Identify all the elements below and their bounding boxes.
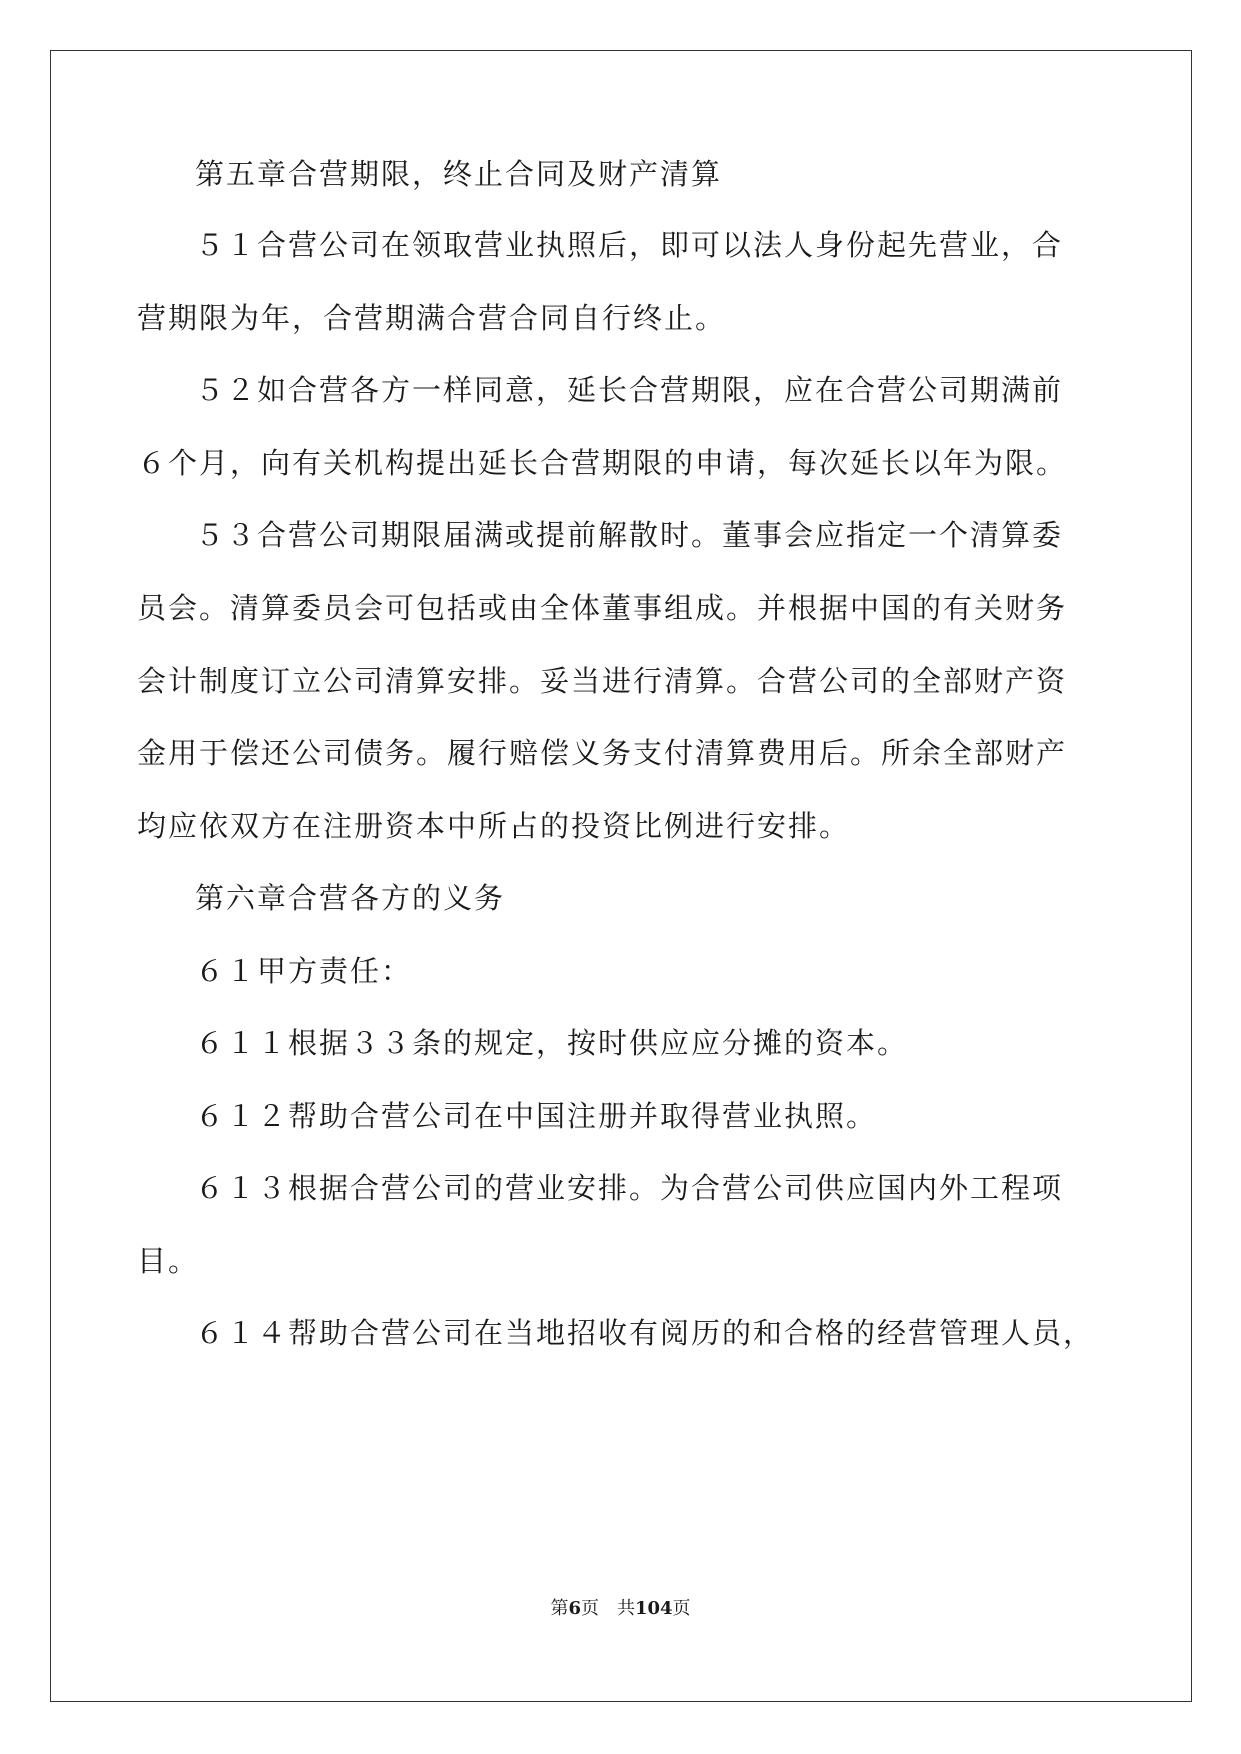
paragraph-line: 目。: [137, 1244, 200, 1278]
chapter-heading: 第六章合营各方的义务: [195, 881, 506, 915]
paragraph-line: ５２如合营各方一样同意，延长合营期限，应在合营公司期满前: [195, 373, 1064, 407]
page-border: [50, 50, 1192, 1702]
footer-total-prefix: 共: [616, 1598, 635, 1619]
page-number: 6: [568, 1598, 581, 1619]
paragraph-line: ６１１根据３３条的规定，按时供应应分摊的资本。: [195, 1026, 909, 1060]
paragraph-line: 金用于偿还公司债务。履行赔偿义务支付清算费用后。所余全部财产: [137, 736, 1068, 770]
total-pages: 104: [634, 1598, 673, 1619]
paragraph-line: ６个月，向有关机构提出延长合营期限的申请，每次延长以年为限。: [137, 446, 1068, 480]
paragraph-line: ６１甲方责任：: [195, 954, 413, 988]
footer-prefix: 第: [550, 1598, 569, 1619]
paragraph-line: ６１３根据合营公司的营业安排。为合营公司供应国内外工程项: [195, 1171, 1064, 1205]
paragraph-line: ６１２帮助合营公司在中国注册并取得营业执照。: [195, 1099, 878, 1133]
paragraph-line: 员会。清算委员会可包括或由全体董事组成。并根据中国的有关财务: [137, 591, 1068, 625]
footer-total-suffix: 页: [672, 1598, 691, 1619]
paragraph-line: 均应依双方在注册资本中所占的投资比例进行安排。: [137, 809, 851, 843]
paragraph-line: ５３合营公司期限届满或提前解散时。董事会应指定一个清算委: [195, 518, 1064, 552]
paragraph-line: ６１４帮助合营公司在当地招收有阅历的和合格的经营管理人员，: [195, 1316, 1095, 1350]
paragraph-line: 营期限为年，合营期满合营合同自行终止。: [137, 301, 727, 335]
chapter-heading: 第五章合营期限，终止合同及财产清算: [195, 157, 723, 191]
paragraph-line: 会计制度订立公司清算安排。妥当进行清算。合营公司的全部财产资: [137, 664, 1068, 698]
footer-page-suffix: 页: [580, 1598, 599, 1619]
paragraph-line: ５１合营公司在领取营业执照后，即可以法人身份起先营业，合: [195, 228, 1064, 262]
page-footer: [0, 1594, 1241, 1620]
